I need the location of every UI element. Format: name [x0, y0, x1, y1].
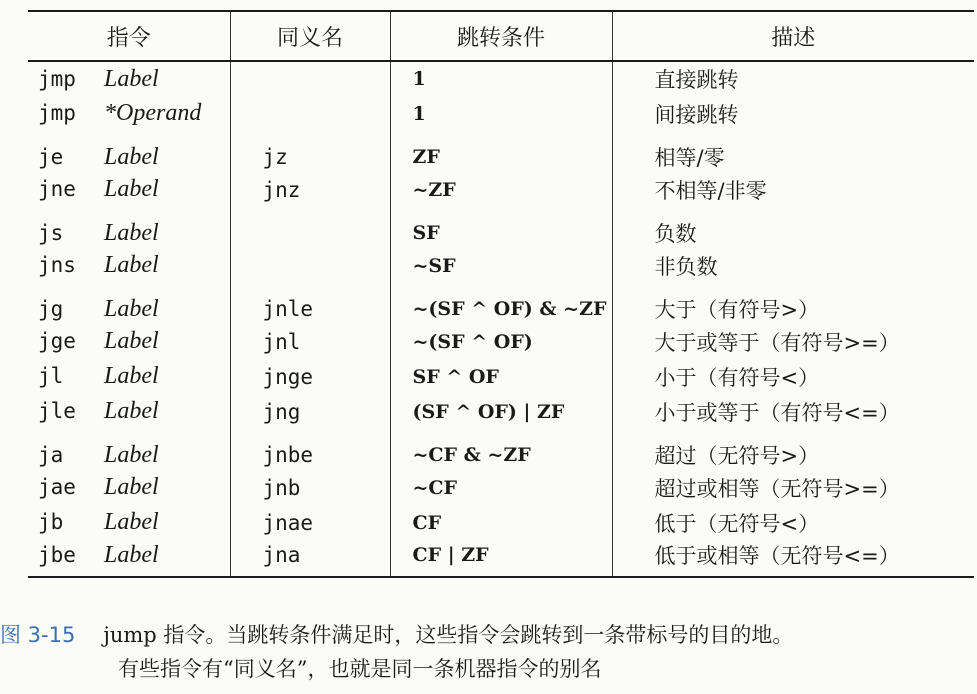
instruction-cell	[28, 505, 230, 540]
condition-cell: ~CF	[390, 470, 612, 505]
mnemonic: jge	[38, 329, 76, 353]
table-row	[28, 394, 974, 429]
operand: Label	[104, 509, 159, 535]
operand: Label	[104, 474, 159, 500]
operand: Label	[104, 398, 159, 424]
operand: Label	[104, 65, 159, 92]
mnemonic: jle	[38, 399, 76, 423]
description-cell: 低于（无符号<）	[612, 505, 974, 540]
operand: Label	[104, 176, 159, 202]
description-cell: 超过或相等（无符号>=）	[612, 470, 974, 505]
instruction-cell	[28, 131, 230, 172]
operand: Label	[104, 541, 159, 568]
instruction-cell	[28, 429, 230, 470]
mnemonic: jg	[38, 296, 64, 321]
description-cell: 不相等/非零	[612, 172, 974, 207]
synonym-cell: jnle	[230, 283, 390, 324]
condition-cell: ~ZF	[390, 172, 612, 207]
operand: Label	[104, 295, 159, 322]
table-row	[28, 172, 974, 207]
mnemonic: jl	[38, 364, 64, 388]
mnemonic: ja	[38, 442, 64, 467]
condition-cell: (SF ^ OF) | ZF	[390, 394, 612, 429]
instruction-cell	[28, 283, 230, 324]
synonym-cell: jnz	[230, 172, 390, 207]
condition-cell: SF	[390, 207, 612, 248]
mnemonic: jb	[38, 510, 64, 534]
caption-text-1: jump 指令。当跳转条件满足时，这些指令会跳转到一条带标号的目的地。	[103, 623, 794, 647]
synonym-cell	[230, 96, 390, 131]
instruction-cell	[28, 359, 230, 394]
description-cell: 非负数	[612, 248, 974, 283]
caption-line-1	[0, 618, 977, 652]
synonym-cell: jna	[230, 540, 390, 577]
caption-line-2: 有些指令有“同义名”，也就是同一条机器指令的别名	[118, 657, 602, 681]
description-cell: 直接跳转	[612, 61, 974, 96]
description-cell: 负数	[612, 207, 974, 248]
synonym-cell	[230, 248, 390, 283]
mnemonic: jbe	[38, 542, 76, 567]
instruction-cell	[28, 540, 230, 577]
operand: Label	[104, 363, 159, 389]
description-cell: 大于（有符号>）	[612, 283, 974, 324]
instruction-cell	[28, 248, 230, 283]
table-row	[28, 248, 974, 283]
operand: Label	[104, 328, 159, 354]
description-cell: 大于或等于（有符号>=）	[612, 324, 974, 359]
operand: Label	[104, 143, 159, 170]
header-synonym: 同义名	[230, 11, 390, 61]
instruction-cell	[28, 207, 230, 248]
instruction-cell	[28, 172, 230, 207]
header-jump-condition: 跳转条件	[390, 11, 612, 61]
operand: Label	[104, 219, 159, 246]
jump-instruction-table	[28, 10, 974, 578]
table-row	[28, 540, 974, 577]
figure-caption	[0, 618, 977, 686]
synonym-cell	[230, 61, 390, 96]
table-row	[28, 359, 974, 394]
table-row	[28, 61, 974, 96]
synonym-cell: jng	[230, 394, 390, 429]
condition-cell: ~(SF ^ OF) & ~ZF	[390, 283, 612, 324]
instruction-cell	[28, 96, 230, 131]
table-row	[28, 470, 974, 505]
mnemonic: js	[38, 220, 64, 245]
table-row	[28, 324, 974, 359]
synonym-cell: jnl	[230, 324, 390, 359]
mnemonic: je	[38, 144, 64, 169]
operand: Label	[104, 252, 159, 278]
synonym-cell: jnae	[230, 505, 390, 540]
condition-cell: 1	[390, 61, 612, 96]
mnemonic: jmp	[38, 101, 76, 125]
synonym-cell: jnge	[230, 359, 390, 394]
table-row	[28, 96, 974, 131]
description-cell: 间接跳转	[612, 96, 974, 131]
instruction-cell	[28, 470, 230, 505]
table-row	[28, 207, 974, 248]
operand: *Operand	[104, 100, 202, 126]
instruction-cell	[28, 394, 230, 429]
condition-cell: SF ^ OF	[390, 359, 612, 394]
mnemonic: jmp	[38, 66, 76, 91]
table-row	[28, 429, 974, 470]
mnemonic: jae	[38, 475, 76, 499]
description-cell: 小于或等于（有符号<=）	[612, 394, 974, 429]
table-row	[28, 505, 974, 540]
description-cell: 低于或相等（无符号<=）	[612, 540, 974, 577]
synonym-cell: jnb	[230, 470, 390, 505]
instruction-cell	[28, 61, 230, 96]
figure-label: 图 3-15	[0, 623, 76, 647]
synonym-cell: jnbe	[230, 429, 390, 470]
table-row	[28, 283, 974, 324]
condition-cell: ~CF & ~ZF	[390, 429, 612, 470]
table-row	[28, 131, 974, 172]
condition-cell: ~SF	[390, 248, 612, 283]
operand: Label	[104, 441, 159, 468]
condition-cell: 1	[390, 96, 612, 131]
condition-cell: ZF	[390, 131, 612, 172]
description-cell: 小于（有符号<）	[612, 359, 974, 394]
jump-instruction-table-container	[28, 10, 974, 578]
condition-cell: ~(SF ^ OF)	[390, 324, 612, 359]
mnemonic: jne	[38, 177, 76, 201]
header-description: 描述	[612, 11, 974, 61]
condition-cell: CF | ZF	[390, 540, 612, 577]
instruction-cell	[28, 324, 230, 359]
description-cell: 超过（无符号>）	[612, 429, 974, 470]
table-header-row	[28, 11, 974, 61]
mnemonic: jns	[38, 253, 76, 277]
synonym-cell	[230, 207, 390, 248]
description-cell: 相等/零	[612, 131, 974, 172]
header-instruction: 指令	[28, 11, 230, 61]
synonym-cell: jz	[230, 131, 390, 172]
condition-cell: CF	[390, 505, 612, 540]
